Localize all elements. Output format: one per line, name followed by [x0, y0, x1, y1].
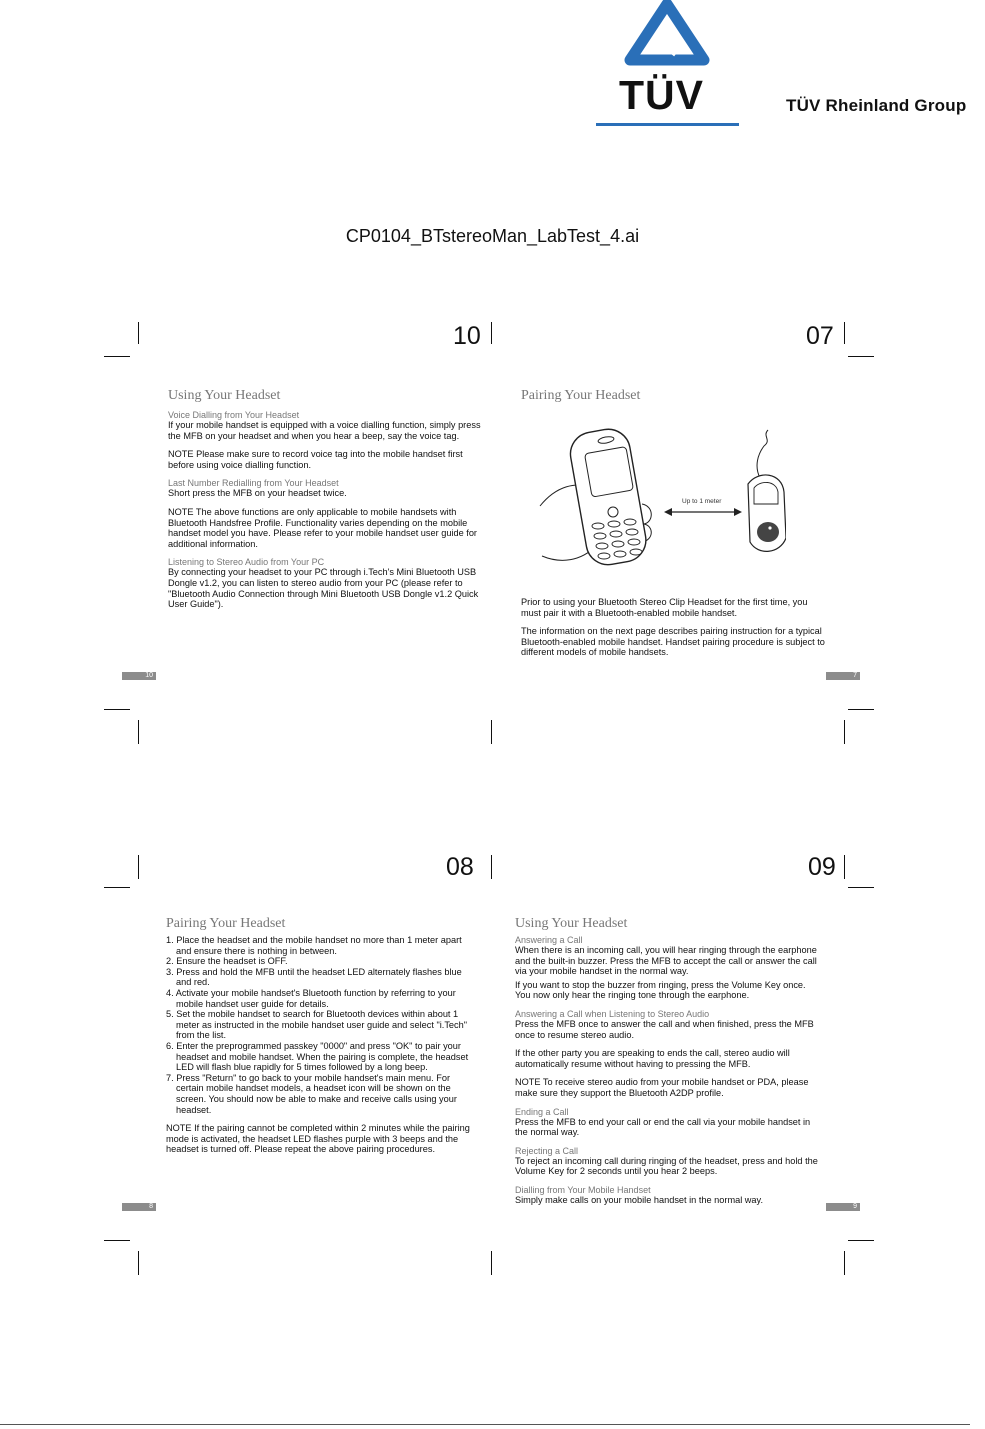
page-10-heading: Using Your Headset	[168, 388, 281, 403]
paragraph: Prior to using your Bluetooth Stereo Clip Headset for the first time, you must pair it with a Bluetooth-enabled mobile handset.	[521, 597, 808, 618]
page-07-content	[521, 597, 827, 658]
section-title: Listening to Stereo Audio from Your PC	[168, 557, 325, 568]
section-body: Press the MFB once to answer the call and when finished, press the MFB once to resume stereo audio.	[515, 1018, 814, 1040]
step-item: 2. Ensure the headset is OFF.	[166, 956, 288, 967]
paragraph: The information on the next page describes pairing instruction for a typical Bluetooth-enabled mobile handset. Handset pairing procedure is subject to different models of mobile handsets.	[521, 626, 825, 658]
section-body: When there is an incoming call, you will hear ringing through the earphone and the built-in buzzer. Press the MFB to accept the call or answer the call via your mobile handset in the normal way.	[515, 945, 817, 977]
page-tag-8: 8	[122, 1203, 156, 1211]
section-body: Simply make calls on your mobile handset in the normal way.	[515, 1194, 764, 1205]
page-10-content	[168, 388, 486, 610]
section-title: Voice Dialling from Your Headset	[168, 410, 300, 420]
page-tag-10: 10	[122, 672, 156, 680]
section-title: Answering a Call	[515, 935, 583, 945]
brand-name: TÜV Rheinland Group	[786, 96, 967, 115]
section-title: Dialling from Your Mobile Handset	[515, 1184, 651, 1195]
section-body: By connecting your headset to your PC through i.Tech's Mini Bluetooth USB Dongle v1.2, you can listen to stereo audio from your PC (please refer to "Bluetooth Audio Connection through Mini Bluetooth USB Dongle v1.2 Quick User Guide").	[168, 567, 479, 610]
page-07-heading: Pairing Your Headset	[521, 388, 641, 403]
pairing-illustration	[536, 426, 786, 576]
distance-label: Up to 1 meter	[682, 498, 722, 505]
step-item: 3. Press and hold the MFB until the headset LED alternately flashes blue and red.	[166, 966, 462, 988]
note-text: NOTE The above functions are only applicable to mobile handsets with Bluetooth Handsfree Profile. Functionality varies depending on the mobile handset model you have. Please refer to your mobile handset user guide for additional information.	[168, 506, 477, 549]
page-08-heading: Pairing Your Headset	[166, 916, 286, 931]
section-title: Answering a Call when Listening to Stereo Audio	[515, 1008, 710, 1019]
section-body: If the other party you are speaking to ends the call, stereo audio will automatically resume without having to pressing the MFB.	[515, 1048, 790, 1069]
step-item: 6. Enter the preprogrammed passkey "0000" and press "OK" to pair your headset and mobile handset. When the pairing is complete, the headset LED will flash blue rapidly for 5 times followed by a long beep.	[166, 1040, 469, 1073]
page-09-heading: Using Your Headset	[515, 916, 628, 931]
step-item: 5. Set the mobile handset to search for Bluetooth devices within about 1 meter as instructed in the mobile handset user guide and select "i.Tech" from the list.	[166, 1009, 467, 1041]
section-title: Last Number Redialling from Your Headset	[168, 478, 339, 489]
section-body: If your mobile handset is equipped with a voice dialling function, simply press the MFB on your headset and when you hear a beep, say the voice tag.	[168, 420, 481, 441]
page-09-content	[515, 916, 819, 1206]
section-body: If you want to stop the buzzer from ringing, press the Volume Key once. You now only hear the ringing tone through the earphone.	[515, 979, 806, 1001]
step-item: 7. Press "Return" to go back to your mobile handset's main menu. For certain mobile handset models, a headset icon will be shown on the screen. You should now be able to make and receive calls using your headset.	[166, 1072, 457, 1115]
step-item: 1. Place the headset and the mobile handset no more than 1 meter apart and ensure there is nothing in between.	[166, 935, 462, 956]
section-title: Ending a Call	[515, 1106, 569, 1117]
note-text: NOTE Please make sure to record voice tag into the mobile handset first before using voice dialling function.	[168, 449, 463, 470]
page-tag-9: 9	[826, 1203, 860, 1211]
page-number-08: 08	[446, 853, 474, 881]
page-number-10: 10	[453, 322, 481, 350]
page-tag-7: 7	[826, 672, 860, 680]
section-body: Short press the MFB on your headset twice.	[168, 488, 347, 499]
file-name: CP0104_BTstereoMan_LabTest_4.ai	[345, 226, 640, 246]
page-number-07: 07	[806, 322, 834, 350]
step-item: 4. Activate your mobile handset's Bluetooth function by referring to your mobile handset user guide for details.	[166, 987, 456, 1009]
section-body: Press the MFB to end your call or end the call via your mobile handset in the normal way.	[515, 1116, 811, 1138]
note-text: NOTE To receive stereo audio from your mobile handset or PDA, please make sure they support the Bluetooth A2DP profile.	[515, 1077, 809, 1098]
note-text: NOTE If the pairing cannot be completed within 2 minutes while the pairing mode is activated, the headset LED flashes purple with 3 beeps and the headset is turned off. Please repeat the above pairing procedures.	[166, 1123, 470, 1155]
logo-wordmark: TÜV	[619, 72, 704, 118]
tuv-logo	[596, 0, 742, 128]
section-body: To reject an incoming call during ringing of the headset, press and hold the Volume Key for 2 seconds until you hear 2 beeps.	[515, 1155, 818, 1177]
bottom-rule	[0, 1424, 970, 1425]
page-08-content	[166, 916, 470, 1155]
section-title: Rejecting a Call	[515, 1145, 579, 1156]
page-number-09: 09	[808, 853, 836, 881]
pairing-steps	[166, 935, 470, 1115]
